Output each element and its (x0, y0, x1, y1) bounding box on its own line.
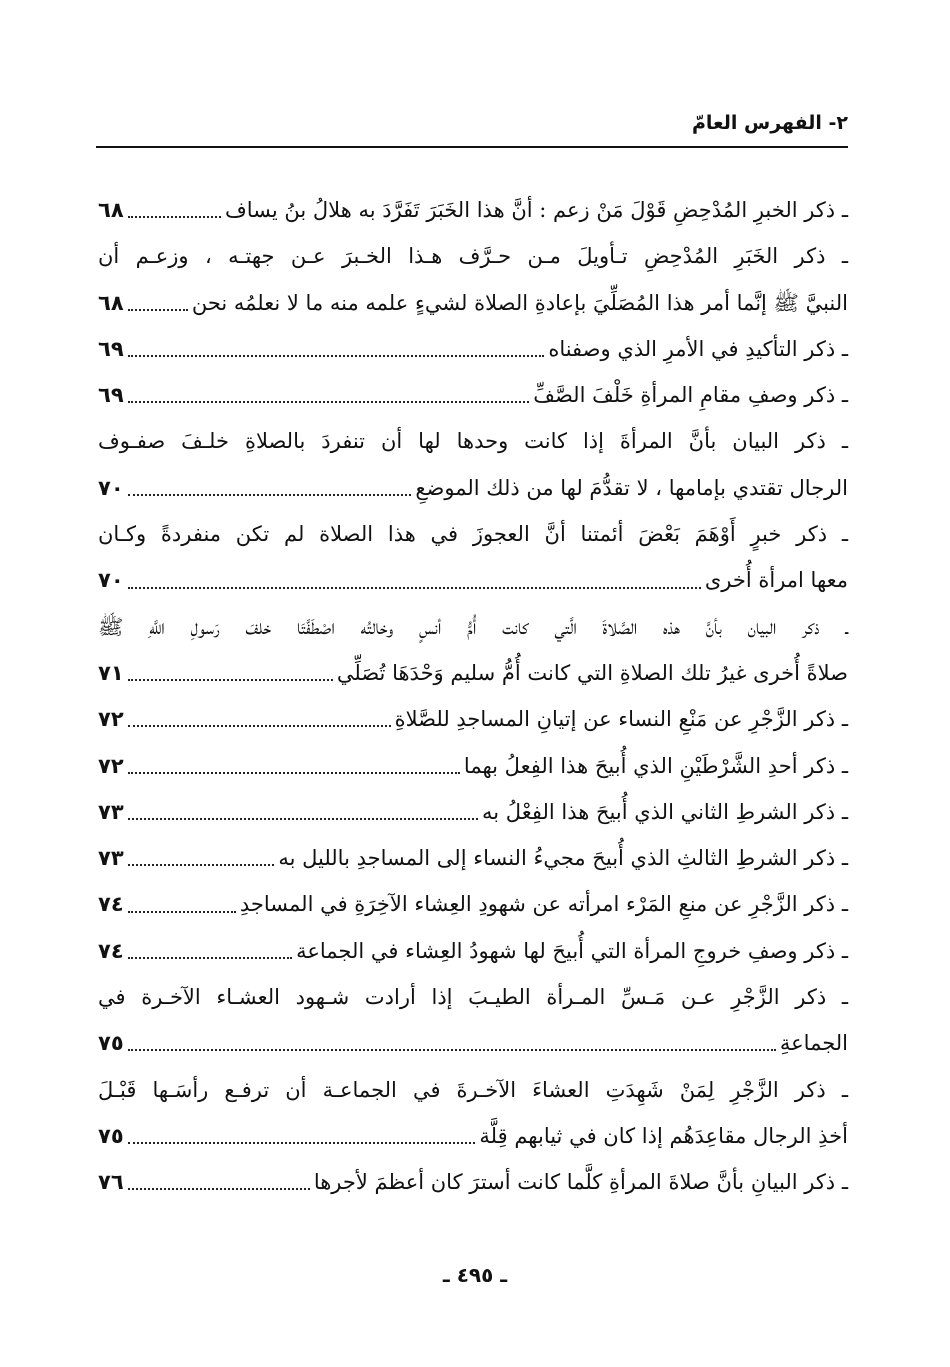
dot-leader (128, 1049, 776, 1051)
index-line (98, 881, 848, 927)
entry-text: ـ ذكر الخبرِ المُدْحِضِ قَوْلَ مَنْ زعم : أنَّ هذا الخَبَرَ تَفَرَّدَ به هلالُ بنُ يساف (225, 198, 848, 222)
entry-page-number: ٧٥ (98, 1031, 124, 1056)
dot-leader (128, 1142, 476, 1144)
index-line (98, 557, 848, 603)
header-rule (96, 146, 848, 148)
index-line (98, 372, 848, 418)
entry-text: ـ ذكر الشرطِ الثالثِ الذي أُبيحَ مجيءُ النساء إلى المساجدِ بالليل به (278, 846, 848, 871)
entry-page-number: ٧٢ (98, 707, 124, 732)
index-entry (98, 743, 848, 789)
index-line (98, 835, 848, 881)
entry-text: ـ ذكر وصفِ مقامِ المرأةِ خَلْفَ الصَّفِّ (533, 383, 848, 408)
entry-text: ـ ذكر الزَّجْرِ عـن مَـسِّ المـرأة الطيـبَ إذا أرادت شـهود العشـاء الآخـرة في (98, 985, 848, 1010)
entry-text: ـ ذكر البيان بأنَّ هذه الصَّلاةَ الَّتي كانت أُمُّ أنسٍ وخالتُه اصْطَفَّتَا خلفَ رَسولِ اللَّهِ ﷺ (98, 614, 848, 639)
index-entry (98, 928, 848, 974)
index-entry (98, 881, 848, 927)
dot-leader (128, 309, 188, 311)
entry-text: ـ ذكر أحدِ الشَّرْطَيْنِ الذي أُبيحَ هذا الفِعلُ بهما (463, 753, 848, 778)
index-line (98, 604, 848, 650)
index-entry (98, 326, 848, 372)
entry-text: ـ ذكر البيان بأنَّ المرأةَ إذا كانت وحدها لها أن تنفردَ بالصلاةِ خلـفَ صفـوف (98, 429, 848, 454)
index-line (98, 465, 848, 511)
index-line (98, 280, 848, 326)
entry-text: الرجال تقتدي بإمامها ، لا تقدُّمَ لها من ذلك الموضعِ (415, 475, 848, 500)
index-line (98, 233, 848, 279)
entry-text: ـ ذكر الزَّجْرِ لِمَنْ شَهِدَتِ العشاءَ الآخـرةَ في الجماعـة أن ترفـع رأسَـها قَبْـلَ (98, 1077, 848, 1102)
index-entry (98, 1159, 848, 1205)
dot-leader (128, 587, 701, 589)
dot-leader (128, 679, 333, 681)
dot-leader (128, 216, 221, 218)
index-line (98, 1020, 848, 1066)
entry-page-number: ٧٠ (98, 568, 124, 593)
entry-text: صلاةً أُخرى غيرُ تلك الصلاةِ التي كانت أُمُّ سليم وَحْدَهَا تُصَلِّي (336, 660, 848, 685)
index-entry (98, 372, 848, 418)
dot-leader (128, 911, 236, 913)
index-entry (98, 789, 848, 835)
index-line (98, 789, 848, 835)
running-header: ٢- الفهرس العامّ (691, 112, 848, 134)
entry-page-number: ٦٩ (98, 336, 124, 361)
entry-text: ـ ذكر الزَّجْرِ عن مَنْعِ النساء عن إتيانِ المساجدِ للصَّلاةِ (394, 707, 848, 732)
index-line (98, 743, 848, 789)
index-line (98, 696, 848, 742)
index-entry (98, 418, 848, 511)
index-entries (98, 187, 848, 1206)
entry-text: ـ ذكر الخَبَرِ المُدْحِضِ تـأويلَ مـن حـرَّف هـذا الخـبرَ عـن جهتـه ، وزعـم أن (98, 244, 848, 269)
entry-text: النبيَّ ﷺ إنَّما أمر هذا المُصَلِّيَ بإعادةِ الصلاة لشيءٍ علمه منه ما لا نعلمُه نحن (191, 290, 848, 315)
index-line (98, 326, 848, 372)
dot-leader (128, 864, 275, 866)
dot-leader (128, 1188, 310, 1190)
page-number: ـ ٤٩٥ ـ (442, 1263, 508, 1287)
index-entry (98, 604, 848, 697)
index-line (98, 928, 848, 974)
index-line (98, 187, 848, 233)
entry-page-number: ٧٦ (98, 1170, 124, 1195)
dot-leader (128, 957, 292, 959)
entry-page-number: ٧٤ (98, 938, 124, 963)
entry-page-number: ٦٨ (98, 290, 124, 315)
index-line (98, 1159, 848, 1205)
entry-page-number: ٧٣ (98, 799, 124, 824)
entry-text: أخذِ الرجال مقاعِدَهُم إذا كان في ثيابهم قِلَّة (479, 1123, 848, 1148)
dot-leader (128, 725, 391, 727)
index-line (98, 1067, 848, 1113)
entry-page-number: ٦٩ (98, 383, 124, 408)
index-line (98, 650, 848, 696)
entry-page-number: ٧٠ (98, 475, 124, 500)
dot-leader (128, 355, 545, 357)
entry-text: ـ ذكر وصفِ خروجِ المرأة التي أُبيحَ لها شهودُ العِشاء في الجماعة (296, 938, 848, 963)
entry-text: ـ ذكر خبرٍ أَوْهَمَ بَعْضَ أئمتنا أنَّ العجوزَ في هذا الصلاة لم تكن منفردةً وكـان (98, 522, 848, 547)
index-entry (98, 835, 848, 881)
index-entry (98, 1067, 848, 1160)
entry-page-number: ٧٣ (98, 846, 124, 871)
entry-page-number: ٧٢ (98, 753, 124, 778)
index-entry (98, 233, 848, 326)
dot-leader (128, 401, 530, 403)
index-entry (98, 696, 848, 742)
entry-text: الجماعةِ (779, 1031, 848, 1056)
index-line (98, 974, 848, 1020)
entry-text: ـ ذكر الزَّجْرِ عن منعِ المَرْء امرأته عن شهودِ العِشاء الآخِرَةِ في المساجدِ (239, 892, 848, 917)
entry-text: ـ ذكر التأكيدِ في الأمرِ الذي وصفناه (548, 336, 848, 361)
entry-text: معها امرأة أُخرى (704, 568, 848, 593)
index-line (98, 1113, 848, 1159)
dot-leader (128, 772, 460, 774)
index-entry (98, 187, 848, 233)
index-line (98, 418, 848, 464)
index-line (98, 511, 848, 557)
entry-text: ـ ذكر البيانِ بأنَّ صلاةَ المرأةِ كلَّما كانت أسترَ كان أعظمَ لأجرها (313, 1170, 848, 1195)
entry-page-number: ٧١ (98, 660, 124, 685)
dot-leader (128, 818, 478, 820)
entry-text: ـ ذكر الشرطِ الثاني الذي أُبيحَ هذا الفِعْلُ به (482, 799, 848, 824)
index-entry (98, 974, 848, 1067)
entry-page-number: ٧٤ (98, 892, 124, 917)
entry-page-number: ٧٥ (98, 1123, 124, 1148)
index-entry (98, 511, 848, 604)
dot-leader (128, 494, 412, 496)
entry-page-number: ٦٨ (98, 198, 124, 222)
